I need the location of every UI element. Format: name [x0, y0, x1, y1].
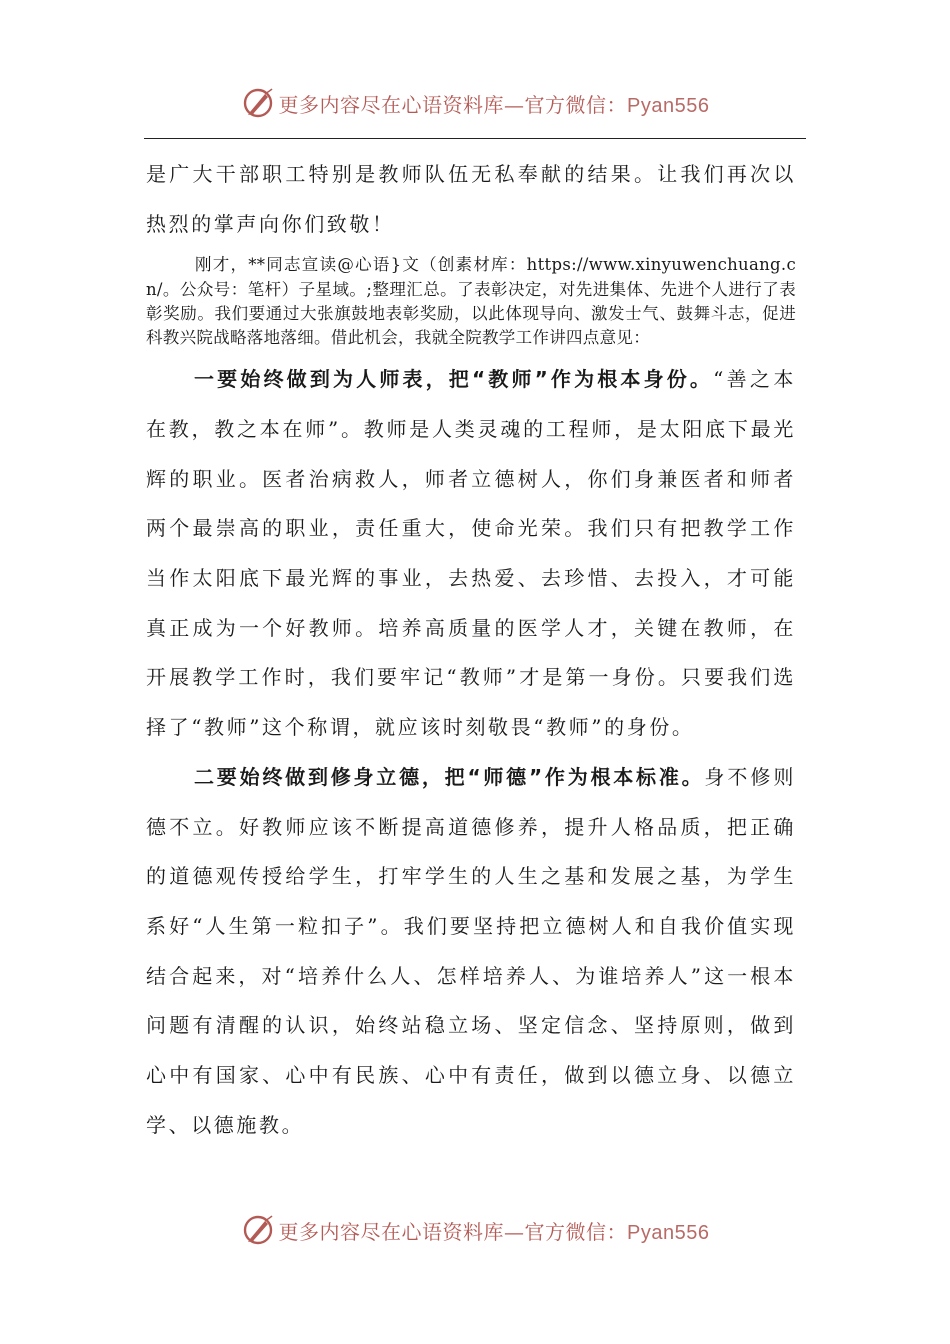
- point-one-heading: 一要始终做到为人师表，把“教师”作为根本身份。: [194, 367, 714, 392]
- paragraph-point-one: [146, 355, 796, 753]
- point-one-text: “善之本在教，教之本在师”。教师是人类灵魂的工程师，是太阳底下最光辉的职业。医者治病救人，师者立德树人，你们身兼医者和师者两个最崇高的职业，责任重大，使命光荣。我们只有把教学工作当作太阳底下最光辉的事业，去热爱、去珍惜、去投入，才可能真正成为一个好教师。培养高质量的医学人才，关键在教师，在开展教学工作时，我们要牢记“教师”才是第一身份。只要我们选择了“教师”这个称谓，就应该时刻敬畏“教师”的身份。: [146, 367, 796, 740]
- header-banner: [0, 80, 950, 126]
- header-rule: [144, 138, 806, 139]
- banner-text-cn: 更多内容尽在心语资料库—官方微信：: [278, 92, 628, 117]
- banner-wechat-id: Pyan556: [627, 94, 710, 117]
- banner-text-cn: 更多内容尽在心语资料库—官方微信：: [278, 1219, 628, 1244]
- point-two-heading: 二要始终做到修身立德，把“师德”作为根本标准。: [194, 764, 705, 789]
- point-two-text: 身不修则德不立。好教师应该不断提高道德修养，提升人格品质，把正确的道德观传授给学生，打牢学生的人生之基和发展之基，为学生系好“人生第一粒扣子”。我们要坚持把立德树人和自我价值实现结合起来，对“培养什么人、怎样培养人、为谁培养人”这一根本问题有清醒的认识，始终站稳立场、坚定信念、坚持原则，做到心中有国家、心中有民族、心中有责任，做到以德立身、以德立学、以德施教。: [146, 764, 796, 1137]
- banner-text: [279, 1216, 710, 1245]
- paragraph-introduction: [146, 253, 796, 350]
- paragraph-continued: 是广大干部职工特别是教师队伍无私奉献的结果。让我们再次以热烈的掌声向你们致敬！: [146, 162, 796, 236]
- quill-logo-icon: [241, 1213, 275, 1247]
- quill-logo-icon: [241, 86, 275, 120]
- document-body: [146, 150, 796, 1150]
- banner-text: [279, 89, 710, 118]
- banner-wechat-id: Pyan556: [627, 1221, 710, 1244]
- footer-banner: [0, 1207, 950, 1253]
- paragraph-introduction-text: 刚才，**同志宣读@心语}文（创素材库：https://www.xinyuwenchuang.cn/。公众号：笔杆）子星域。;整理汇总。了表彰决定，对先进集体、先进个人进行了表彰奖励。我们要通过大张旗鼓地表彰奖励，以此体现导向、激发士气、鼓舞斗志，促进科教兴院战略落地落细。借此机会，我就全院教学工作讲四点意见：: [146, 255, 796, 348]
- paragraph-point-two: [146, 753, 796, 1151]
